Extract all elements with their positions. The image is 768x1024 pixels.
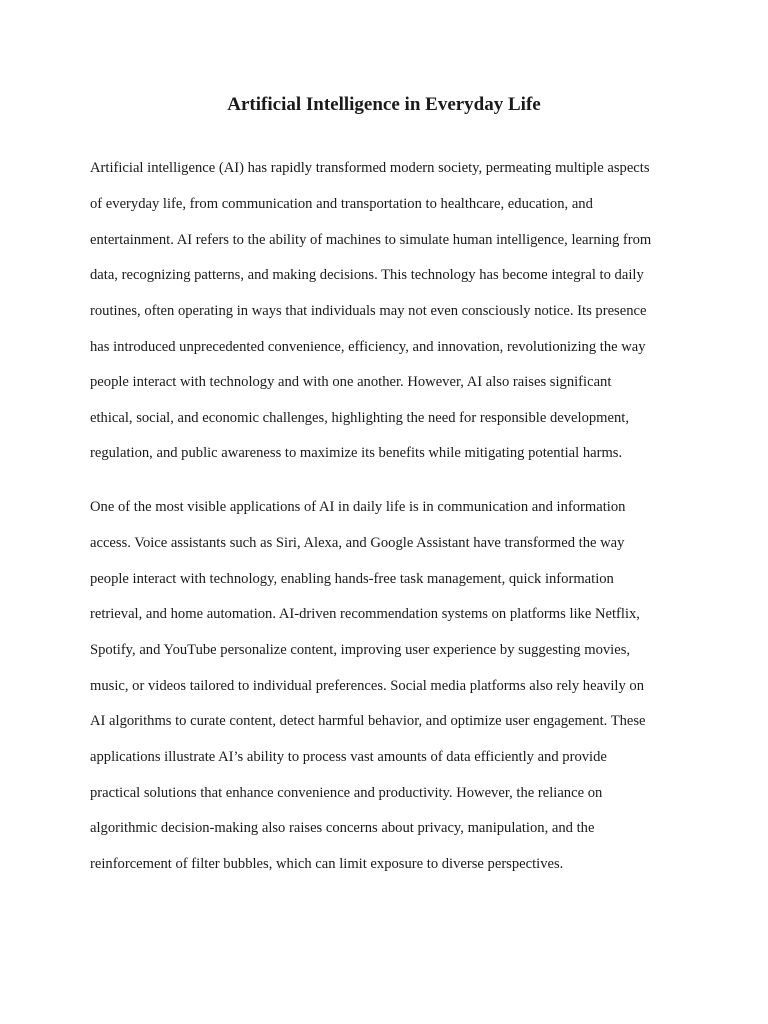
paragraph-2-line: retrieval, and home automation. AI-driven recommendation systems on platforms like Netflix,	[90, 606, 640, 622]
paragraph-1-line: of everyday life, from communication and transportation to healthcare, education, and	[90, 196, 593, 212]
paragraph-1-line: entertainment. AI refers to the ability of machines to simulate human intelligence, learning from	[90, 232, 652, 248]
paragraph-2-line: AI algorithms to curate content, detect harmful behavior, and optimize user engagement. These	[90, 713, 646, 729]
paragraph-1-line: ethical, social, and economic challenges, highlighting the need for responsible development,	[90, 410, 629, 426]
paragraph-1-line: people interact with technology and with one another. However, AI also raises significant	[90, 374, 612, 390]
paragraph-2-line: applications illustrate AI’s ability to process vast amounts of data efficiently and provide	[90, 749, 607, 765]
document-title: Artificial Intelligence in Everyday Life	[227, 94, 541, 115]
paragraph-2-line: music, or videos tailored to individual preferences. Social media platforms also rely heavily on	[90, 678, 644, 694]
paragraph-2-line: people interact with technology, enabling hands-free task management, quick information	[90, 571, 614, 587]
paragraph-1-line: has introduced unprecedented convenience, efficiency, and innovation, revolutionizing the way	[90, 339, 646, 355]
paragraph-2-line: algorithmic decision-making also raises concerns about privacy, manipulation, and the	[90, 820, 595, 836]
paragraph-2-line: Spotify, and YouTube personalize content, improving user experience by suggesting movies,	[90, 642, 631, 658]
paragraph-2-line: reinforcement of filter bubbles, which can limit exposure to diverse perspectives.	[90, 856, 564, 872]
paragraph-1-line: Artificial intelligence (AI) has rapidly transformed modern society, permeating multiple aspects	[90, 160, 650, 176]
paragraph-1-line: regulation, and public awareness to maximize its benefits while mitigating potential harms.	[90, 445, 623, 461]
paragraph-1-line: data, recognizing patterns, and making decisions. This technology has become integral to daily	[90, 267, 644, 283]
paragraph-2-line: access. Voice assistants such as Siri, Alexa, and Google Assistant have transformed the way	[90, 535, 625, 551]
paragraph-2-line: One of the most visible applications of AI in daily life is in communication and information	[90, 499, 626, 515]
paragraph-1-line: routines, often operating in ways that individuals may not even consciously notice. Its presence	[90, 303, 647, 319]
paragraph-2-line: practical solutions that enhance convenience and productivity. However, the reliance on	[90, 785, 603, 801]
